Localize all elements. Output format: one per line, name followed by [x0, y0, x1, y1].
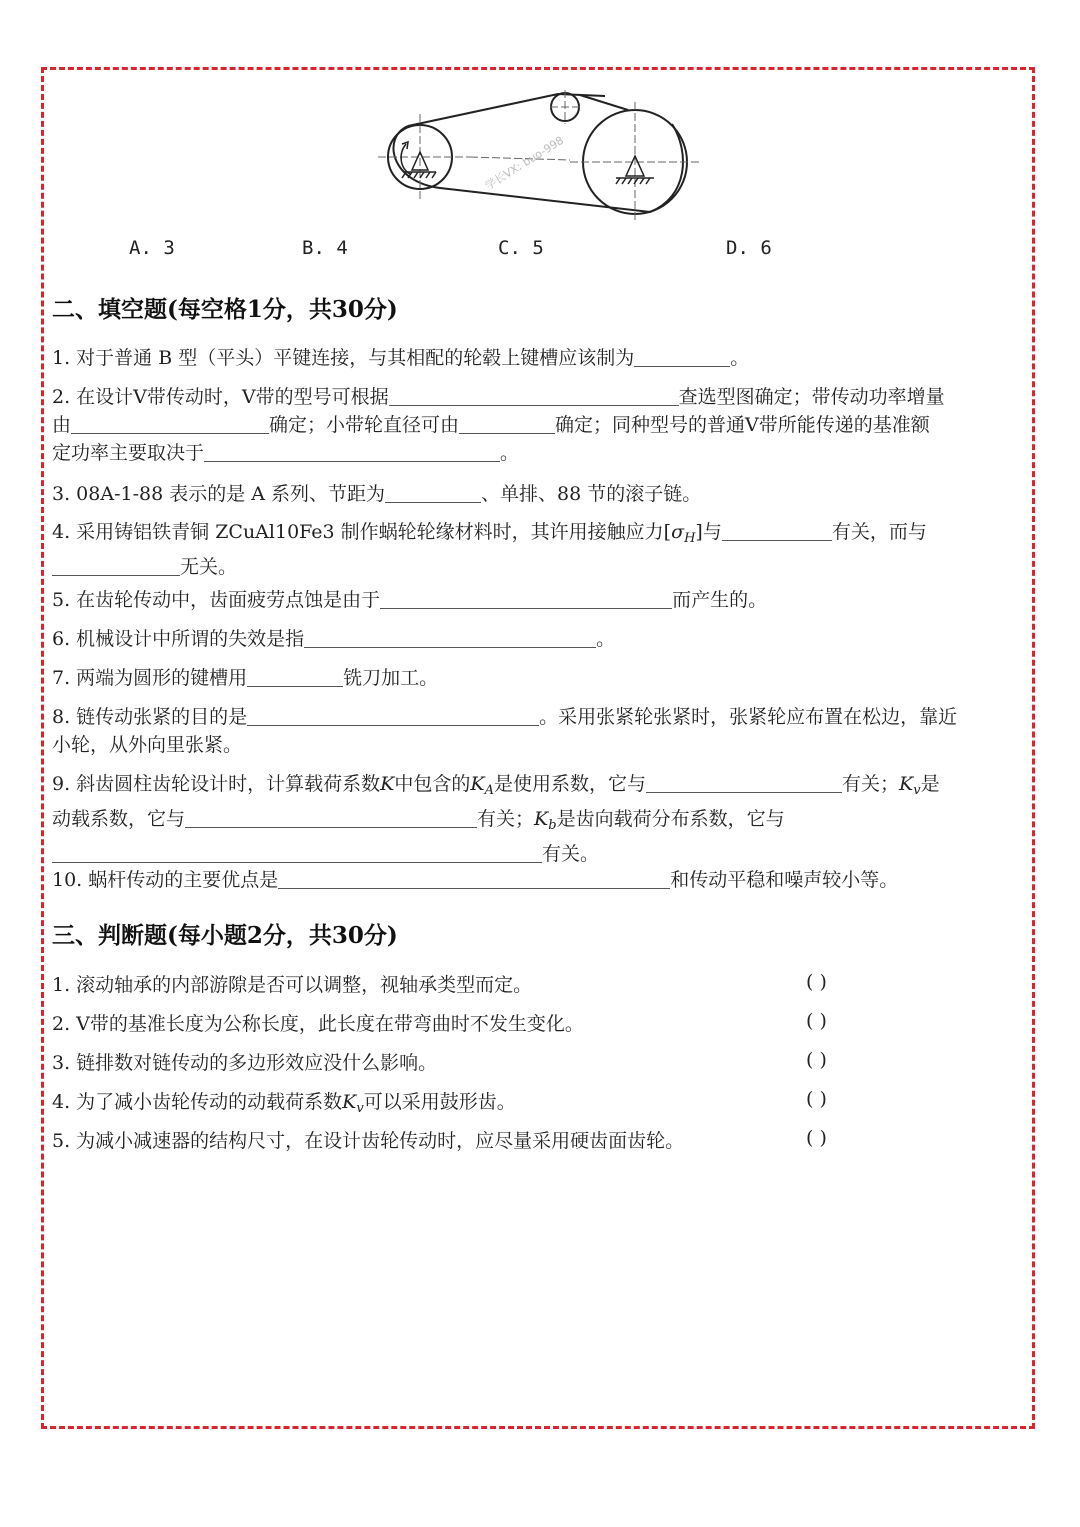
q6: 6. 机械设计中所谓的失效是指 。: [52, 625, 1027, 653]
q4: 4. 采用铸铝铁青铜 ZCuAl10Fe3 制作蜗轮轮缘材料时，其许用接触应力$[\sigma_H]$与 有关，而与 无关。: [52, 518, 1027, 581]
option-b: B. 4: [302, 237, 348, 259]
option-d: D. 6: [726, 237, 772, 259]
answer-parens[interactable]: ( ): [806, 1088, 827, 1110]
answer-parens[interactable]: ( ): [806, 971, 827, 993]
answer-parens[interactable]: ( ): [806, 1049, 827, 1071]
blank[interactable]: [646, 770, 842, 793]
blank[interactable]: [71, 411, 269, 434]
blank[interactable]: [304, 625, 596, 648]
belt-drive-figure: [370, 82, 710, 222]
answer-parens[interactable]: ( ): [806, 1010, 827, 1032]
blank[interactable]: [247, 664, 343, 687]
q8: 8. 链传动张紧的目的是 。采用张紧轮张紧时，张紧轮应布置在松边，靠近 小轮，从外向里张紧。: [52, 703, 1027, 759]
tf-item-5: 5. 为减小减速器的结构尺寸，在设计齿轮传动时，应尽量采用硬齿面齿轮。: [52, 1130, 685, 1152]
tf-item-1: 1. 滚动轴承的内部游隙是否可以调整，视轴承类型而定。: [52, 974, 533, 996]
blank[interactable]: [185, 805, 477, 828]
blank[interactable]: [722, 518, 832, 541]
q5: 5. 在齿轮传动中，齿面疲劳点蚀是由于 而产生的。: [52, 586, 1027, 614]
blank[interactable]: [380, 586, 672, 609]
section3-title: 三、判断题(每小题2分，共30分): [52, 922, 398, 949]
q7: 7. 两端为圆形的键槽用 铣刀加工。: [52, 664, 1027, 692]
belt-top-right: [580, 95, 628, 110]
watermark: 学长VX: buo-998: [482, 133, 567, 193]
blank[interactable]: [52, 553, 180, 576]
q3: 3. 08A-1-88 表示的是 A 系列、节距为 、单排、88 节的滚子链。: [52, 480, 1027, 508]
tf-item-2: 2. V带的基准长度为公称长度，此长度在带弯曲时不发生变化。: [52, 1013, 584, 1035]
section2-title: 二、填空题(每空格1分，共30分): [52, 296, 398, 323]
q2: 2. 在设计V带传动时，V带的型号可根据 查选型图确定；带传动功率增量 由 确定；小带轮直径可由 确定；同种型号的普通V带所能传递的基准额 定功率主要取决于 。: [52, 383, 1027, 467]
blank[interactable]: [204, 439, 500, 462]
tf-item-4: 4. 为了减小齿轮传动的动载荷系数$K_v$可以采用鼓形齿。: [52, 1091, 516, 1116]
q1: 1. 对于普通 B 型（平头）平键连接，与其相配的轮毂上键槽应该制为 。: [52, 344, 1027, 372]
option-a: A. 3: [129, 237, 175, 259]
option-c: C. 5: [498, 237, 544, 259]
blank[interactable]: [389, 383, 679, 406]
blank[interactable]: [278, 866, 670, 889]
blank[interactable]: [247, 703, 539, 726]
blank[interactable]: [634, 344, 730, 367]
blank[interactable]: [459, 411, 555, 434]
q9: 9. 斜齿圆柱齿轮设计时，计算载荷系数K中包含的$K_A$是使用系数，它与 有关；$K_v$是 动载系数，它与 有关；$K_b$是齿向载荷分布系数，它与 有关。: [52, 770, 1027, 868]
blank[interactable]: [52, 840, 542, 863]
blank[interactable]: [385, 480, 481, 503]
answer-parens[interactable]: ( ): [806, 1127, 827, 1149]
tf-item-3: 3. 链排数对链传动的多边形效应没什么影响。: [52, 1052, 438, 1074]
q10: 10. 蜗杆传动的主要优点是 和传动平稳和噪声较小等。: [52, 866, 1027, 894]
